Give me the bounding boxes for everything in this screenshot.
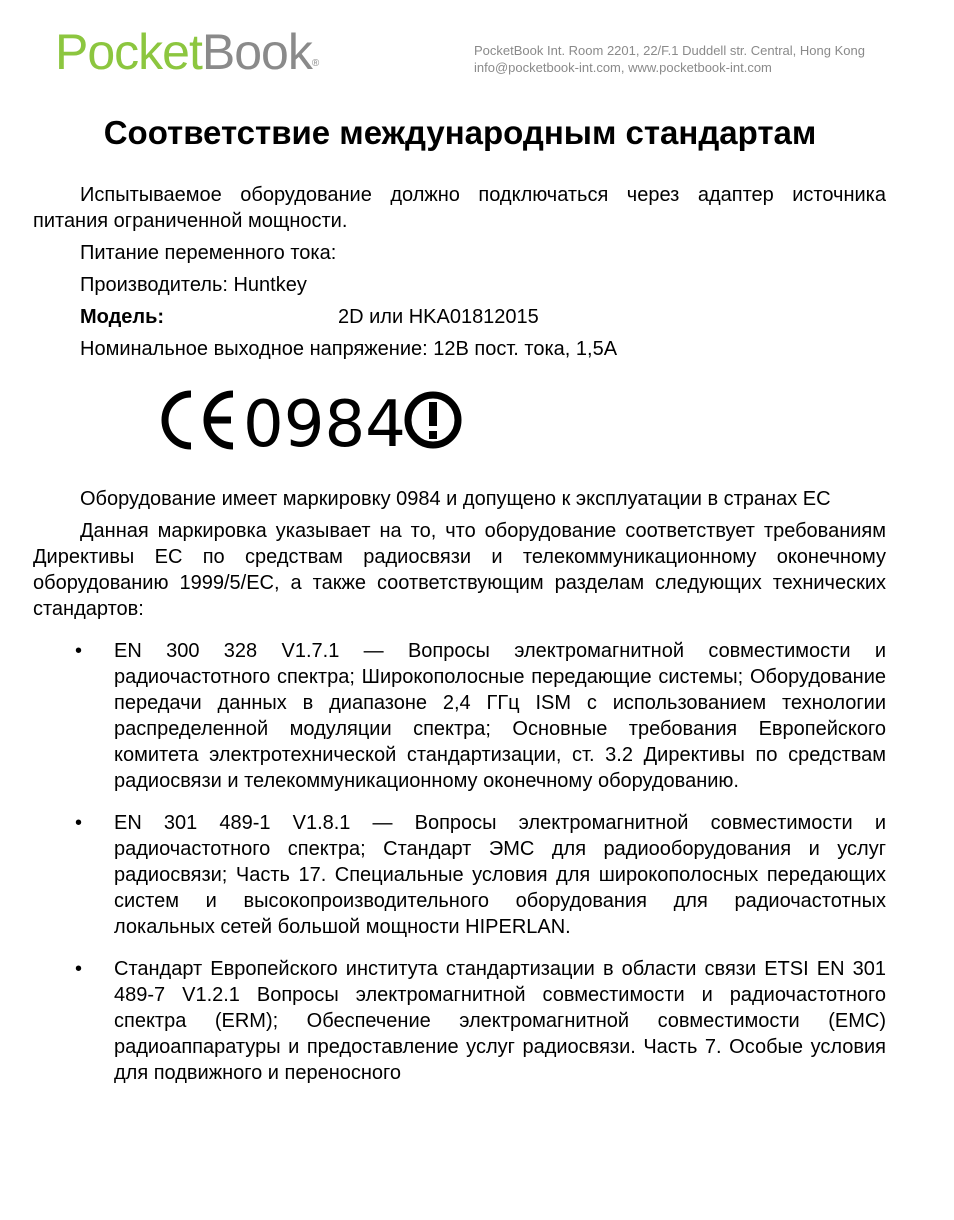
standard-text: EN 300 328 V1.7.1 — Вопросы электромагнитной совместимости и радиочастотного спектра; Широкополосные передающие системы; Оборудование передачи данных в диапазоне 2,4 ГГц ISM с использованием технологии распределенной модуляции спектра; Основные требования Европейского комитета электротехнической стандартизации, ст. 3.2 Директивы по средствам радиосвязи и телекоммуникационному оконечному оборудованию. [114, 640, 886, 792]
standards-list [33, 638, 886, 1086]
adapter-paragraph: Испытываемое оборудование должно подключаться через адаптер источника питания ограниченной мощности. [33, 184, 886, 232]
contact-web: info@pocketbook-int.com, www.pocketbook-int.com [474, 60, 772, 75]
model-line [33, 304, 886, 330]
manufacturer-line: Производитель: Huntkey [80, 274, 307, 296]
output-voltage-line: Номинальное выходное напряжение: 12В пост. тока, 1,5А [80, 338, 618, 360]
list-item [33, 638, 886, 794]
document-body [33, 182, 886, 1102]
list-item [33, 810, 886, 940]
ac-power-line: Питание переменного тока: [80, 242, 337, 264]
logo-part-book: Book [201, 24, 312, 80]
compliance-paragraph: Данная маркировка указывает на то, что оборудование соответствует требованиям Директивы ЕС по средствам радиосвязи и телекоммуникационному оконечному оборудованию 1999/5/EC, а также соответствующим разделам следующих технических стандартов: [33, 520, 886, 620]
logo-part-pocket: Pocket [55, 24, 202, 80]
model-value: 2D или HKA01812015 [338, 306, 539, 328]
list-item [33, 956, 886, 1086]
pocketbook-logo [55, 22, 318, 82]
page-title: Соответствие международным стандартам [103, 114, 817, 151]
notified-body-number: 0984 [243, 388, 406, 460]
ce-logo-icon [165, 394, 233, 446]
standard-text: Стандарт Европейского института стандартизации в области связи ETSI EN 301 489-7 V1.2.1 Вопросы электромагнитной совместимости и радиочастотного спектра (ERM); Обеспечение электромагнитной совместимости (EMC) радиоаппаратуры и предоставление услуг радиосвязи. Часть 7. Особые условия для подвижного и переносного [114, 958, 886, 1084]
bullet-icon: • [75, 958, 83, 980]
bullet-icon: • [75, 812, 83, 834]
model-label: Модель: [80, 306, 165, 328]
bullet-icon: • [75, 640, 83, 662]
company-contact [474, 42, 865, 76]
standard-text: EN 301 489-1 V1.8.1 — Вопросы электромагнитной совместимости и радиочастотного спектра; Стандарт ЭМС для радиооборудования и услуг радиосвязи; Часть 17. Специальные условия для широкополосных передающих систем и высокопроизводительного оборудования для радиочастотных локальных сетей большой мощности HIPERLAN. [114, 812, 886, 938]
contact-address: PocketBook Int. Room 2201, 22/F.1 Duddell str. Central, Hong Kong [474, 43, 865, 58]
page-header [0, 0, 954, 90]
alert-circle-icon [408, 395, 458, 445]
marking-paragraph: Оборудование имеет маркировку 0984 и допущено к эксплуатации в странах ЕС [80, 488, 831, 510]
ce-marking [33, 380, 886, 480]
ce-mark-graphic [151, 380, 471, 460]
registered-mark: ® [311, 58, 319, 69]
